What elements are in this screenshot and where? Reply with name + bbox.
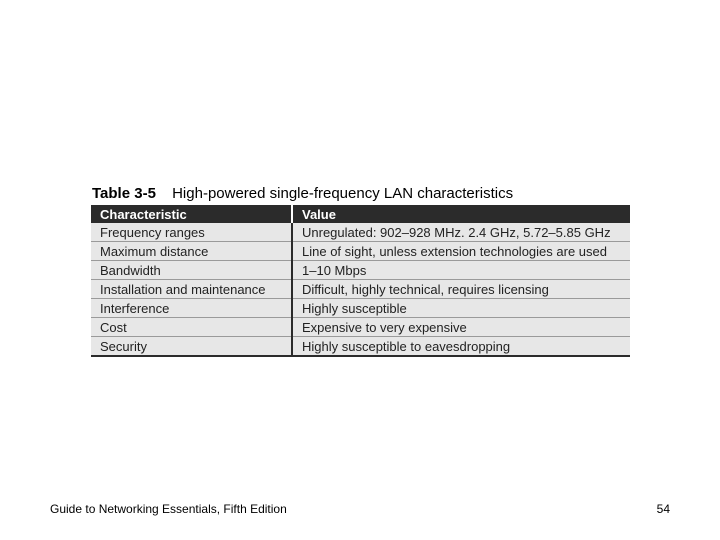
value-cell: Highly susceptible xyxy=(292,299,630,318)
table-row xyxy=(91,318,630,337)
characteristic-cell: Cost xyxy=(91,318,292,337)
footer-book-title: Guide to Networking Essentials, Fifth Edition xyxy=(50,502,287,516)
table-row xyxy=(91,280,630,299)
table-row xyxy=(91,261,630,280)
value-cell: Expensive to very expensive xyxy=(292,318,630,337)
page-number: 54 xyxy=(656,502,670,516)
table-row xyxy=(91,299,630,318)
table-row xyxy=(91,223,630,242)
characteristic-cell: Frequency ranges xyxy=(91,223,292,242)
table-header-row xyxy=(91,205,630,223)
value-cell: 1–10 Mbps xyxy=(292,261,630,280)
table-caption-number: Table 3-5 xyxy=(92,185,156,202)
characteristic-cell: Installation and maintenance xyxy=(91,280,292,299)
value-cell: Unregulated: 902–928 MHz. 2.4 GHz, 5.72–5.85 GHz xyxy=(292,223,630,242)
table-caption xyxy=(92,184,632,204)
column-header-value: Value xyxy=(292,205,630,223)
characteristic-cell: Bandwidth xyxy=(91,261,292,280)
characteristics-table xyxy=(91,205,630,357)
value-cell: Line of sight, unless extension technologies are used xyxy=(292,242,630,261)
table-row xyxy=(91,242,630,261)
table-caption-title: High-powered single-frequency LAN characteristics xyxy=(172,185,514,202)
value-cell: Difficult, highly technical, requires licensing xyxy=(292,280,630,299)
characteristic-cell: Interference xyxy=(91,299,292,318)
characteristic-cell: Maximum distance xyxy=(91,242,292,261)
table-row xyxy=(91,337,630,357)
value-cell: Highly susceptible to eavesdropping xyxy=(292,337,630,357)
column-header-characteristic: Characteristic xyxy=(91,205,292,223)
characteristic-cell: Security xyxy=(91,337,292,357)
